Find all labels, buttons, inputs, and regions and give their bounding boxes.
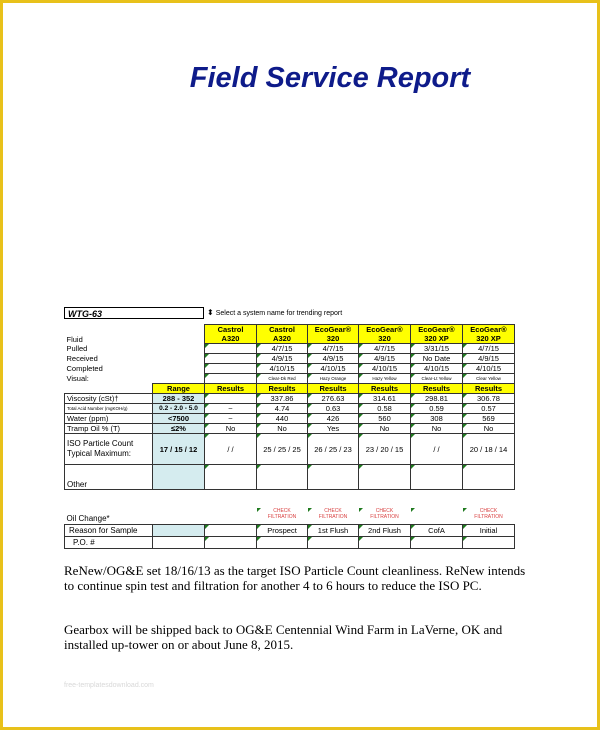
up-down-arrows-icon[interactable]: ⬍ xyxy=(207,308,214,317)
shipping-paragraph: Gearbox will be shipped back to OG&E Centennial Wind Farm in LaVerne, OK and installed up-tower on or about June 8, 2015. xyxy=(64,622,503,652)
reason-row: Reason for Sample Prospect 1st Flush 2nd Flush CofA Initial xyxy=(65,525,515,537)
check-filtration-5 xyxy=(411,508,463,525)
check-filtration-4: CHECK FILTRATION xyxy=(359,508,411,525)
check-filtration-2: CHECK FILTRATION xyxy=(257,508,308,525)
oil-change-row: Oil Change* CHECK FILTRATION CHECK FILTRATION CHECK FILTRATION CHECK FILTRATION xyxy=(65,508,515,525)
fluid-label: Fluid xyxy=(66,334,83,344)
system-name-select[interactable]: WTG-63 xyxy=(64,307,204,319)
results-table xyxy=(64,324,515,490)
received-row: Received 4/9/15 4/9/15 4/9/15 No Date 4/9/15 xyxy=(65,354,515,364)
check-filtration-3: CHECK FILTRATION xyxy=(308,508,359,525)
results-header-row: Range Results Results Results Results Results Results xyxy=(65,384,515,394)
fluid-col-6: EcoGear® 320 XP xyxy=(463,325,515,344)
oil-change-table xyxy=(64,508,515,549)
fluid-col-3: EcoGear® 320 xyxy=(308,325,359,344)
water-row: Water (ppm) <7500 ~ 440 426 560 308 569 xyxy=(65,414,515,424)
check-filtration-1 xyxy=(205,508,257,525)
pulled-row: Pulled 4/7/15 4/7/15 4/7/15 3/31/15 4/7/15 xyxy=(65,344,515,354)
visual-row: Visual: Clear-Dk Red Hazy Orange Hazy Yellow Clear-Lt Yellow Clear Yellow xyxy=(65,374,515,384)
tan-row: Total Acid Number (mgKOH/g) 0.2 - 2.0 - 5.0 ~ 4.74 0.63 0.58 0.59 0.57 xyxy=(65,404,515,414)
fluid-col-4: EcoGear® 320 xyxy=(359,325,411,344)
fluid-col-1: Castrol A320 xyxy=(205,325,257,344)
range-header: Range xyxy=(153,384,205,394)
watermark: free-templatesdownload.com xyxy=(64,682,154,689)
fluid-col-2: Castrol A320 xyxy=(257,325,308,344)
select-hint-text: Select a system name for trending report xyxy=(215,310,343,317)
page-title: Field Service Report xyxy=(189,62,471,94)
fluid-col-5: EcoGear® 320 XP xyxy=(411,325,463,344)
tramp-oil-row: Tramp Oil % (T) ≤2% No No Yes No No No xyxy=(65,424,515,434)
completed-row: Completed 4/10/15 4/10/15 4/10/15 4/10/15 4/10/15 xyxy=(65,364,515,374)
select-hint xyxy=(207,307,342,320)
check-filtration-6: CHECK FILTRATION xyxy=(463,508,515,525)
other-row: Other xyxy=(65,465,515,490)
viscosity-row: Viscosity (cSt)† 288 - 352 337.86 276.63 314.61 298.81 306.78 xyxy=(65,394,515,404)
iso-row: ISO Particle Count Typical Maximum: 17 / 15 / 12 / / 25 / 25 / 25 26 / 25 / 23 23 / 20 / 15 / / 20 / 18 / 14 xyxy=(65,434,515,465)
po-row: P.O. # xyxy=(65,537,515,549)
summary-paragraph: ReNew/OG&E set 18/16/13 as the target ISO Particle Count cleanliness. ReNew intends to continue spin test and filtration for another 4 to 6 hours to reduce the ISO PC. xyxy=(64,563,526,593)
